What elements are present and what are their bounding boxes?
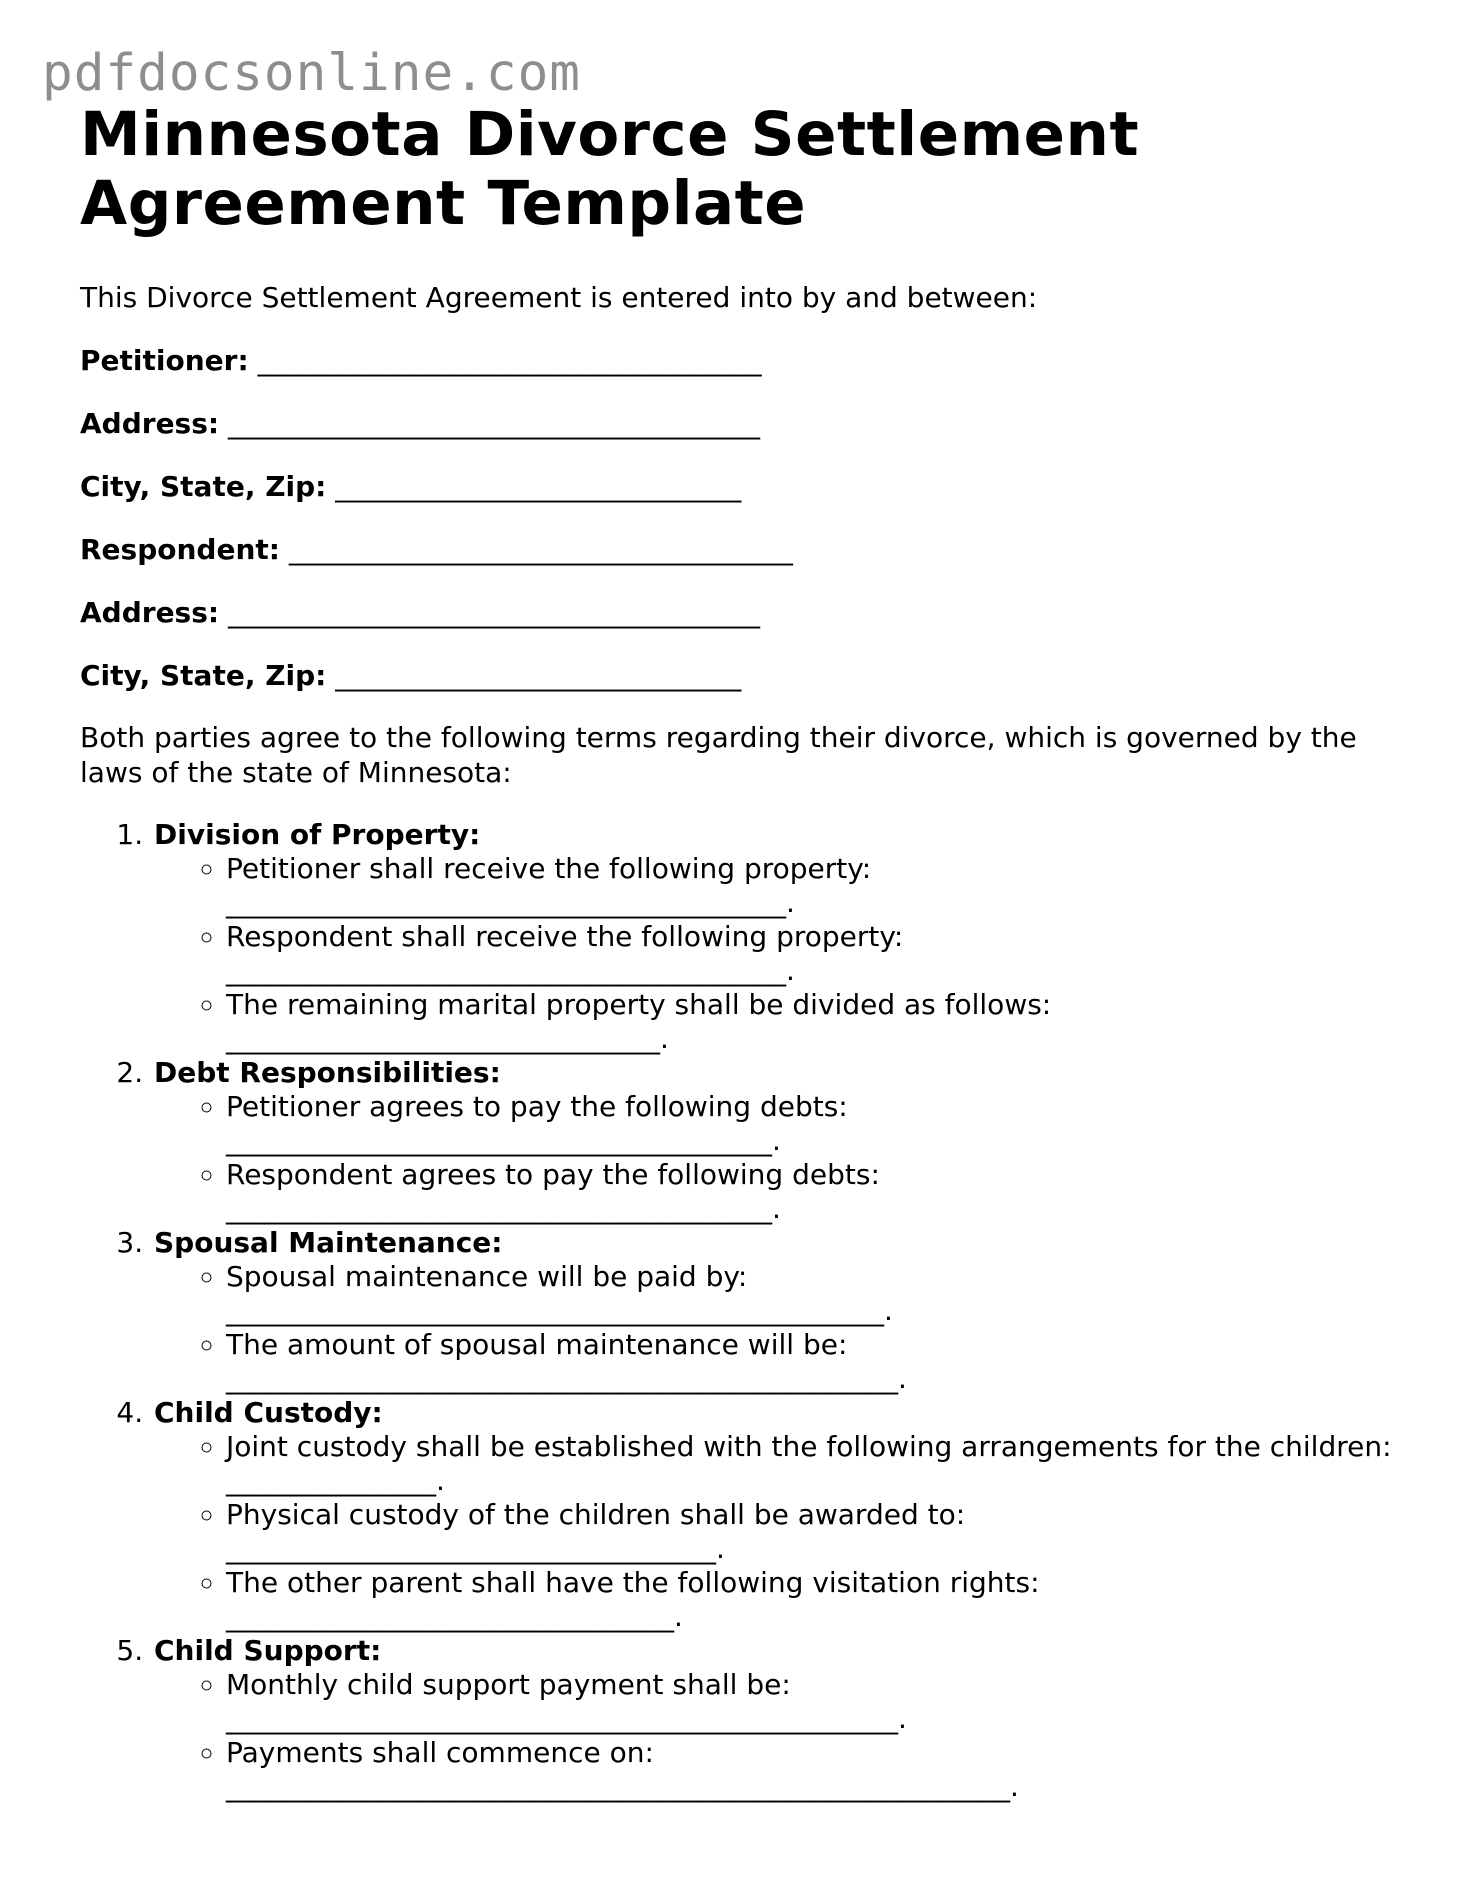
- terms-list: [80, 818, 1400, 1804]
- list-item: ◦ Petitioner agrees to pay the following debts: _______________________________________.: [226, 1090, 1400, 1158]
- field-blank[interactable]: ____________________________________: [288, 533, 793, 566]
- section-title: Child Custody:: [154, 1396, 383, 1429]
- watermark: pdfdocsonline.com: [42, 44, 581, 103]
- field-blank[interactable]: ______________________________________: [228, 596, 760, 629]
- field-label: Address:: [80, 407, 220, 440]
- section-title: Division of Property:: [154, 818, 481, 851]
- respondent-city-field: [80, 658, 1400, 694]
- field-label: City, State, Zip:: [80, 470, 327, 503]
- document-page: [80, 100, 1400, 1804]
- section-child-support: [152, 1634, 1400, 1804]
- field-blank[interactable]: _____________________________: [335, 659, 742, 692]
- section-title: Child Support:: [154, 1634, 382, 1667]
- field-label: Address:: [80, 596, 220, 629]
- terms-intro: Both parties agree to the following terms regarding their divorce, which is governed by the laws of the state of Minnesota:: [80, 721, 1357, 789]
- list-item: ◦ The remaining marital property shall be divided as follows: _______________________________.: [226, 988, 1400, 1056]
- section-title: Debt Responsibilities:: [154, 1056, 501, 1089]
- field-blank[interactable]: ____________________________________: [257, 344, 762, 377]
- field-blank[interactable]: ______________________________________: [228, 407, 760, 440]
- respondent-address-field: [80, 595, 1400, 631]
- title-line-1: Minnesota Divorce Settlement: [80, 99, 1140, 170]
- list-item: ◦ Petitioner shall receive the following property: ________________________________________.: [226, 852, 1400, 920]
- petitioner-address-field: [80, 406, 1400, 442]
- list-item: ◦ Payments shall commence on: ________________________________________________________.: [226, 1736, 1400, 1804]
- field-label: City, State, Zip:: [80, 659, 327, 692]
- section-title: Spousal Maintenance:: [154, 1226, 503, 1259]
- section-division-of-property: [152, 818, 1400, 1056]
- section-debt-responsibilities: [152, 1056, 1400, 1226]
- list-item: ◦ The amount of spousal maintenance will be: ________________________________________________.: [226, 1328, 1400, 1396]
- list-item: ◦ The other parent shall have the following visitation rights: ________________________________.: [226, 1566, 1400, 1634]
- field-label: Petitioner:: [80, 344, 249, 377]
- list-item: ◦ Monthly child support payment shall be: ________________________________________________.: [226, 1668, 1400, 1736]
- list-item: ◦ Joint custody shall be established with the following arrangements for the children: _______________.: [226, 1430, 1400, 1498]
- field-label: Respondent:: [80, 533, 280, 566]
- respondent-field: [80, 532, 1400, 568]
- list-item: ◦ Spousal maintenance will be paid by: _______________________________________________.: [226, 1260, 1400, 1328]
- document-title: [80, 100, 1400, 238]
- list-item: ◦ Respondent agrees to pay the following debts: _______________________________________.: [226, 1158, 1400, 1226]
- petitioner-city-field: [80, 469, 1400, 505]
- section-spousal-maintenance: [152, 1226, 1400, 1396]
- field-blank[interactable]: _____________________________: [335, 470, 742, 503]
- list-item: ◦ Physical custody of the children shall be awarded to: ___________________________________.: [226, 1498, 1400, 1566]
- intro-text: This Divorce Settlement Agreement is entered into by and between:: [80, 281, 1038, 314]
- section-child-custody: [152, 1396, 1400, 1634]
- list-item: ◦ Respondent shall receive the following property: ________________________________________.: [226, 920, 1400, 988]
- title-line-2: Agreement Template: [80, 168, 807, 239]
- petitioner-field: [80, 343, 1400, 379]
